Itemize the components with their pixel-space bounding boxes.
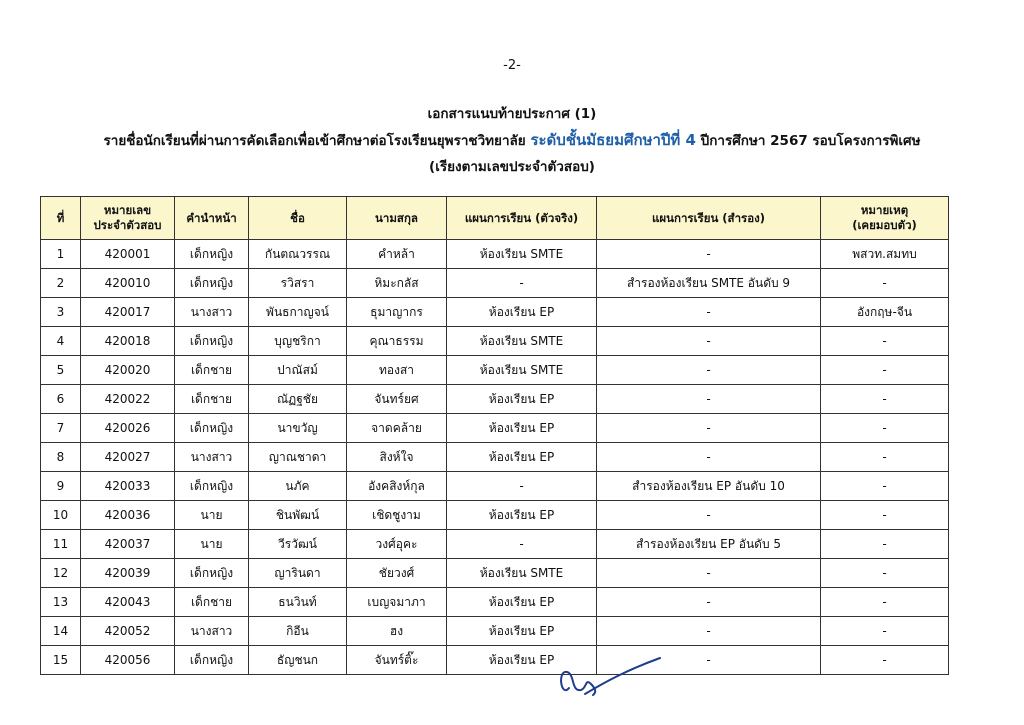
cell-plan-reserve: - bbox=[597, 501, 821, 530]
cell-plan-real: ห้องเรียน SMTE bbox=[447, 356, 597, 385]
cell-plan-reserve: สำรองห้องเรียน EP อันดับ 10 bbox=[597, 472, 821, 501]
cell-last-name: ทองสา bbox=[347, 356, 447, 385]
cell-plan-real: - bbox=[447, 530, 597, 559]
cell-row-number: 6 bbox=[41, 385, 81, 414]
cell-note: - bbox=[821, 414, 949, 443]
student-table bbox=[40, 196, 949, 675]
cell-first-name: ชินพัฒน์ bbox=[249, 501, 347, 530]
cell-note: - bbox=[821, 646, 949, 675]
cell-note: - bbox=[821, 472, 949, 501]
cell-exam-id: 420033 bbox=[81, 472, 175, 501]
cell-last-name: เบญจมาภา bbox=[347, 588, 447, 617]
cell-plan-reserve: - bbox=[597, 646, 821, 675]
cell-prefix: นาย bbox=[175, 501, 249, 530]
cell-plan-real: ห้องเรียน EP bbox=[447, 646, 597, 675]
cell-exam-id: 420010 bbox=[81, 269, 175, 298]
cell-exam-id: 420020 bbox=[81, 356, 175, 385]
cell-note: - bbox=[821, 443, 949, 472]
cell-plan-reserve: - bbox=[597, 385, 821, 414]
cell-first-name: พันธกาญจน์ bbox=[249, 298, 347, 327]
grade-level: ระดับชั้นมัธยมศึกษาปีที่ 4 bbox=[530, 131, 696, 149]
cell-first-name: ญาณชาดา bbox=[249, 443, 347, 472]
cell-row-number: 7 bbox=[41, 414, 81, 443]
sort-note: (เรียงตามเลขประจำตัวสอบ) bbox=[429, 159, 595, 175]
cell-row-number: 3 bbox=[41, 298, 81, 327]
cell-plan-reserve: - bbox=[597, 240, 821, 269]
cell-plan-real: ห้องเรียน EP bbox=[447, 588, 597, 617]
cell-prefix: เด็กชาย bbox=[175, 356, 249, 385]
cell-row-number: 4 bbox=[41, 327, 81, 356]
cell-plan-real: ห้องเรียน SMTE bbox=[447, 240, 597, 269]
cell-plan-real: ห้องเรียน EP bbox=[447, 385, 597, 414]
header-note-line2: (เคยมอบตัว) bbox=[852, 218, 917, 232]
cell-first-name: กันตณวรรณ bbox=[249, 240, 347, 269]
cell-row-number: 5 bbox=[41, 356, 81, 385]
cell-first-name: ธัญชนก bbox=[249, 646, 347, 675]
cell-exam-id: 420017 bbox=[81, 298, 175, 327]
cell-note: - bbox=[821, 501, 949, 530]
cell-plan-reserve: - bbox=[597, 298, 821, 327]
cell-last-name: วงศ์อุคะ bbox=[347, 530, 447, 559]
cell-row-number: 2 bbox=[41, 269, 81, 298]
header-note-line1: หมายเหตุ bbox=[860, 203, 909, 217]
cell-prefix: เด็กหญิง bbox=[175, 327, 249, 356]
cell-exam-id: 420018 bbox=[81, 327, 175, 356]
cell-note: - bbox=[821, 530, 949, 559]
cell-first-name: ณัฏฐชัย bbox=[249, 385, 347, 414]
cell-plan-real: ห้องเรียน SMTE bbox=[447, 327, 597, 356]
cell-note: อังกฤษ-จีน bbox=[821, 298, 949, 327]
cell-plan-real: ห้องเรียน SMTE bbox=[447, 559, 597, 588]
cell-exam-id: 420036 bbox=[81, 501, 175, 530]
cell-note: - bbox=[821, 617, 949, 646]
cell-prefix: นางสาว bbox=[175, 298, 249, 327]
cell-row-number: 1 bbox=[41, 240, 81, 269]
cell-row-number: 12 bbox=[41, 559, 81, 588]
cell-first-name: ญารินดา bbox=[249, 559, 347, 588]
cell-last-name: จันทร์ยศ bbox=[347, 385, 447, 414]
cell-plan-reserve: - bbox=[597, 327, 821, 356]
cell-last-name: คำหล้า bbox=[347, 240, 447, 269]
table-row bbox=[41, 588, 949, 617]
cell-exam-id: 420037 bbox=[81, 530, 175, 559]
cell-first-name: กิอีน bbox=[249, 617, 347, 646]
cell-prefix: เด็กชาย bbox=[175, 588, 249, 617]
cell-plan-reserve: - bbox=[597, 617, 821, 646]
cell-last-name: ธุมาญากร bbox=[347, 298, 447, 327]
cell-row-number: 13 bbox=[41, 588, 81, 617]
cell-plan-reserve: - bbox=[597, 588, 821, 617]
page-number: -2- bbox=[503, 58, 521, 73]
cell-row-number: 9 bbox=[41, 472, 81, 501]
cell-plan-reserve: สำรองห้องเรียน EP อันดับ 5 bbox=[597, 530, 821, 559]
header-note bbox=[821, 197, 949, 240]
cell-row-number: 10 bbox=[41, 501, 81, 530]
cell-plan-reserve: - bbox=[597, 356, 821, 385]
cell-first-name: บุญชริกา bbox=[249, 327, 347, 356]
signature-mark bbox=[555, 640, 665, 700]
cell-exam-id: 420043 bbox=[81, 588, 175, 617]
cell-last-name: อังคสิงห์กุล bbox=[347, 472, 447, 501]
cell-first-name: ปาณัสม์ bbox=[249, 356, 347, 385]
cell-exam-id: 420001 bbox=[81, 240, 175, 269]
cell-prefix: นาย bbox=[175, 530, 249, 559]
cell-first-name: นภัค bbox=[249, 472, 347, 501]
table-row bbox=[41, 269, 949, 298]
cell-row-number: 15 bbox=[41, 646, 81, 675]
cell-prefix: นางสาว bbox=[175, 443, 249, 472]
cell-last-name: จันทร์ติ๊ะ bbox=[347, 646, 447, 675]
cell-prefix: เด็กหญิง bbox=[175, 414, 249, 443]
cell-plan-real: - bbox=[447, 269, 597, 298]
cell-note: - bbox=[821, 327, 949, 356]
cell-prefix: เด็กหญิง bbox=[175, 240, 249, 269]
table-row bbox=[41, 559, 949, 588]
cell-last-name: สิงห์ใจ bbox=[347, 443, 447, 472]
table-row bbox=[41, 385, 949, 414]
header-last-name: นามสกุล bbox=[347, 197, 447, 240]
cell-row-number: 8 bbox=[41, 443, 81, 472]
cell-plan-reserve: - bbox=[597, 414, 821, 443]
cell-plan-reserve: - bbox=[597, 559, 821, 588]
table-row bbox=[41, 414, 949, 443]
cell-last-name: คุณาธรรม bbox=[347, 327, 447, 356]
document-title: เอกสารแนบท้ายประกาศ (1) bbox=[427, 106, 597, 122]
table-row bbox=[41, 298, 949, 327]
cell-note: - bbox=[821, 559, 949, 588]
cell-plan-real: ห้องเรียน EP bbox=[447, 414, 597, 443]
cell-last-name: หิมะกลัส bbox=[347, 269, 447, 298]
cell-plan-real: ห้องเรียน EP bbox=[447, 501, 597, 530]
cell-exam-id: 420052 bbox=[81, 617, 175, 646]
header-plan-reserve: แผนการเรียน (สำรอง) bbox=[597, 197, 821, 240]
header-exam-id-line1: หมายเลข bbox=[103, 203, 152, 217]
cell-prefix: เด็กหญิง bbox=[175, 269, 249, 298]
cell-first-name: นาขวัญ bbox=[249, 414, 347, 443]
cell-row-number: 11 bbox=[41, 530, 81, 559]
cell-row-number: 14 bbox=[41, 617, 81, 646]
cell-prefix: เด็กหญิง bbox=[175, 646, 249, 675]
cell-plan-real: - bbox=[447, 472, 597, 501]
cell-exam-id: 420022 bbox=[81, 385, 175, 414]
table-row bbox=[41, 646, 949, 675]
header-no: ที่ bbox=[41, 197, 81, 240]
cell-exam-id: 420027 bbox=[81, 443, 175, 472]
cell-first-name: วีรวัฒน์ bbox=[249, 530, 347, 559]
cell-plan-real: ห้องเรียน EP bbox=[447, 443, 597, 472]
cell-last-name: ฮง bbox=[347, 617, 447, 646]
cell-exam-id: 420026 bbox=[81, 414, 175, 443]
table-row bbox=[41, 617, 949, 646]
document-subtitle bbox=[0, 128, 1024, 152]
subtitle-year: ปีการศึกษา 2567 รอบโครงการพิเศษ bbox=[700, 133, 921, 149]
cell-last-name: เชิดชูงาม bbox=[347, 501, 447, 530]
table-header-row bbox=[41, 197, 949, 240]
cell-first-name: รวิสรา bbox=[249, 269, 347, 298]
table-row bbox=[41, 356, 949, 385]
subtitle-text: รายชื่อนักเรียนที่ผ่านการคัดเลือกเพื่อเข้าศึกษาต่อโรงเรียนยุพราชวิทยาลัย bbox=[103, 133, 526, 149]
cell-exam-id: 420056 bbox=[81, 646, 175, 675]
table-row bbox=[41, 501, 949, 530]
cell-note: พสวท.สมทบ bbox=[821, 240, 949, 269]
cell-plan-real: ห้องเรียน EP bbox=[447, 617, 597, 646]
header-first-name: ชื่อ bbox=[249, 197, 347, 240]
table-row bbox=[41, 443, 949, 472]
cell-note: - bbox=[821, 269, 949, 298]
cell-plan-real: ห้องเรียน EP bbox=[447, 298, 597, 327]
table-row bbox=[41, 240, 949, 269]
header-exam-id-line2: ประจำตัวสอบ bbox=[93, 218, 162, 232]
cell-note: - bbox=[821, 588, 949, 617]
table-row bbox=[41, 327, 949, 356]
cell-exam-id: 420039 bbox=[81, 559, 175, 588]
cell-first-name: ธนวินท์ bbox=[249, 588, 347, 617]
cell-prefix: เด็กชาย bbox=[175, 385, 249, 414]
cell-plan-reserve: สำรองห้องเรียน SMTE อันดับ 9 bbox=[597, 269, 821, 298]
cell-plan-reserve: - bbox=[597, 443, 821, 472]
cell-note: - bbox=[821, 356, 949, 385]
cell-note: - bbox=[821, 385, 949, 414]
cell-prefix: นางสาว bbox=[175, 617, 249, 646]
cell-prefix: เด็กหญิง bbox=[175, 559, 249, 588]
table-row bbox=[41, 530, 949, 559]
header-plan-real: แผนการเรียน (ตัวจริง) bbox=[447, 197, 597, 240]
header-exam-id bbox=[81, 197, 175, 240]
header-prefix: คำนำหน้า bbox=[175, 197, 249, 240]
table-row bbox=[41, 472, 949, 501]
cell-last-name: จาดคล้าย bbox=[347, 414, 447, 443]
cell-last-name: ชัยวงศ์ bbox=[347, 559, 447, 588]
cell-prefix: เด็กหญิง bbox=[175, 472, 249, 501]
